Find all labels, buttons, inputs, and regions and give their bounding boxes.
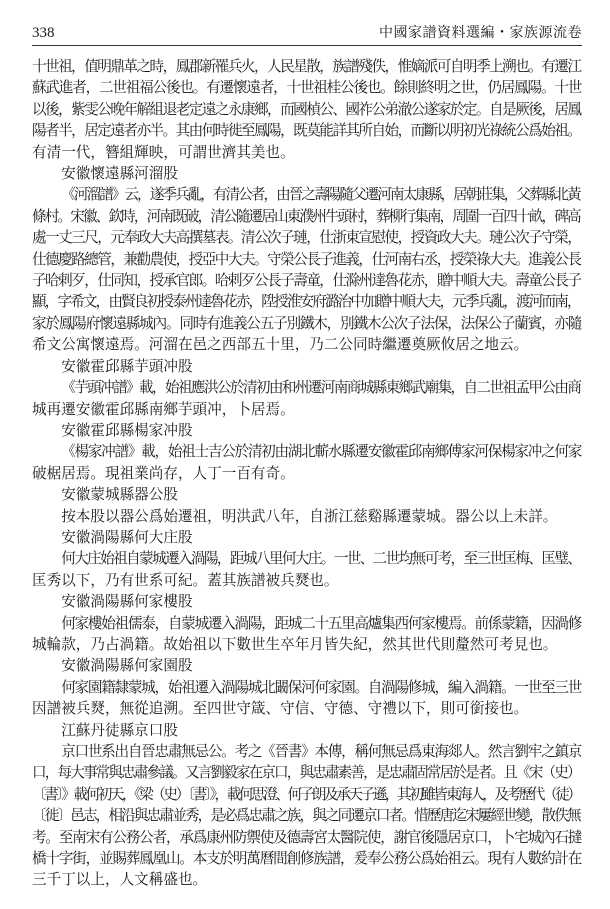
text-line: 子哈剌歹，仕同知，授承官郎。哈剌歹公長子壽童，仕滁州達魯花赤，贈中順大夫。壽童公長子	[32, 272, 581, 290]
text-line: 〔書〕》載何初天，《梁（史）〔書〕》，載何思澄、何子朗及承天子遜，其初雖皆東海人，及考歷代（徒）	[32, 785, 580, 803]
text-line: 仕德慶路總管，兼勸農使，授亞中大夫。守榮公長子進義，仕河南右丞，授榮祿大夫。進義公長	[32, 250, 581, 268]
text-line: 城輪款，乃占渦籍。故始祖以下數世生卒年月皆失紀，然其世代則釐然可考見也。	[32, 635, 558, 653]
text-line: 匡秀以下，乃有世系可紀。蓋其族譜被兵燹也。	[32, 571, 339, 589]
text-line: 十世祖，值明鼎革之時，鳳郡新罹兵火，人民星散，族譜殘佚，惟嫡派可自明季上溯也。有遷江	[32, 58, 581, 75]
text-line: 何大庄始祖自蒙城遷入渦陽，距城八里何大庄。一世、二世均無可考，至三世匡梅、匡璧、	[61, 550, 581, 568]
text-line: 口，每大事常與忠肅參議。又言劉毅家在京口，與忠肅素善，是忠肅固常居於是者。且《宋（史）	[32, 764, 580, 782]
section-heading: 江蘇丹徒縣京口股	[61, 721, 178, 739]
text-line: 以後，紫雯公晚年解組退老定遠之永康鄉，而國楨公、國祚公弟澈公遂家於定。自是厥後，居鳳	[32, 100, 581, 118]
section-heading: 安徽霍邱縣芋頭冲股	[61, 357, 193, 375]
section-heading: 安徽懷遠縣河溜股	[61, 165, 178, 183]
text-line: 《楊家冲譜》載，始祖士吉公於清初由湖北蘄水縣遷安徽霍邱南鄉傅家河保楊家冲之何家	[61, 443, 582, 461]
running-title: 中國家譜資料選編・家族源流卷	[379, 25, 582, 41]
text-line: 處一丈三尺，元奉政大夫高撰墓表。清公次子璉，仕浙東宣慰使，授資政大夫。璉公次子守榮，	[32, 229, 581, 247]
text-line: 希文公寓懷遠焉。河溜在邑之西部五十里，乃二公同時繼遷奠厥攸居之地云。	[32, 336, 529, 354]
text-line: 條村。宋徽、欽時，河南既破，清公隨遷居山東濮州牛頭村，葬柳行集南，周圍一百四十畝，碑高	[32, 207, 580, 225]
text-line: 〔徙〕邑志，相沿與忠肅並秀，是必爲忠肅之族，與之同遷京口者。惜歷唐迄宋屢經世變，散佚無	[32, 807, 580, 825]
text-line: 三千丁以上，人文稱盛也。	[32, 871, 208, 889]
text-line: 《芋頭冲譜》載，始祖應洪公於清初由和州遷河南商城縣東鄉武廟集，自二世祖孟甲公由商	[61, 379, 581, 397]
text-line: 《河溜譜》云，遂季兵亂，有清公者，由晉之壽陽隨父遷河南太康縣，居朝莊集，父葬縣北黃	[61, 186, 580, 204]
text-line: 蘇武進者，二世祖福公後也。有遷懷遠者，十世祖桂公後也。餘則終明之世，仍居鳳陽。十世	[32, 79, 582, 97]
text-line: 何家園籍隸蒙城，始祖遷入渦陽城北闞保河何家園。自渦陽修城，編入渦籍。一世至三世	[61, 678, 582, 696]
text-line: 因譜被兵燹，無從追溯。至四世守箴、守信、守德、守禮以下，則可銜接也。	[32, 700, 529, 718]
section-heading: 安徽渦陽縣何家樓股	[61, 593, 193, 611]
section-heading: 安徽渦陽縣何家園股	[61, 657, 193, 675]
text-line: 顯，字希文，由賢良初授泰州達魯花赤，陞授淮安府潞治中加贈中順大夫，元季兵亂，渡河而南，	[32, 293, 580, 311]
section-heading: 安徽渦陽縣何大庄股	[61, 528, 193, 546]
text-line: 京口世系出自晉忠肅無忌公。考之《晉書》本傳，稱何無忌爲東海郯人。然言劉牢之鎮京	[61, 743, 582, 760]
text-line: 家於鳳陽府懷遠縣城內。同時有進義公五子別鐵木，別鐵木公次子法保，法保公子蘭賓，亦隨	[32, 314, 582, 332]
text-line: 有清一代，簪組輝映，可謂世濟其美也。	[32, 143, 295, 161]
running-header	[32, 22, 582, 46]
section-heading: 安徽霍邱縣楊家冲股	[61, 421, 193, 439]
text-line: 陽者半，居定遠者亦半。其由何時徙至鳳陽，既莫能詳其所自始，而斷以明初光祿統公爲始祖。	[32, 122, 581, 140]
text-line: 城再遷安徽霍邱縣南鄉芋頭冲，卜居焉。	[32, 400, 295, 418]
section-heading: 安徽蒙城縣器公股	[61, 486, 178, 504]
text-line: 橋十字街，並賜葬鳳凰山。本支於明萬曆間創修族譜，爰奉公務公爲始祖云。現有人數約計在	[32, 850, 582, 868]
text-line: 按本股以器公爲始遷祖，明洪武八年，自浙江慈谿縣遷蒙城。器公以上未詳。	[61, 507, 558, 525]
text-line: 考。至南宋有公務公者，承爲康州防禦使及德壽宮太醫院使，謝官後隱居京口，卜宅城內石撻	[32, 828, 582, 846]
body-text	[32, 56, 582, 891]
text-line: 破椐居焉。現祖業尚存，人丁一百有奇。	[32, 464, 295, 482]
text-line: 何家樓始祖儒泰，自蒙城遷入渦陽，距城二十五里高爐集西何家樓焉。前係蒙籍，因渦修	[61, 614, 582, 632]
page-number: 338	[32, 25, 55, 41]
